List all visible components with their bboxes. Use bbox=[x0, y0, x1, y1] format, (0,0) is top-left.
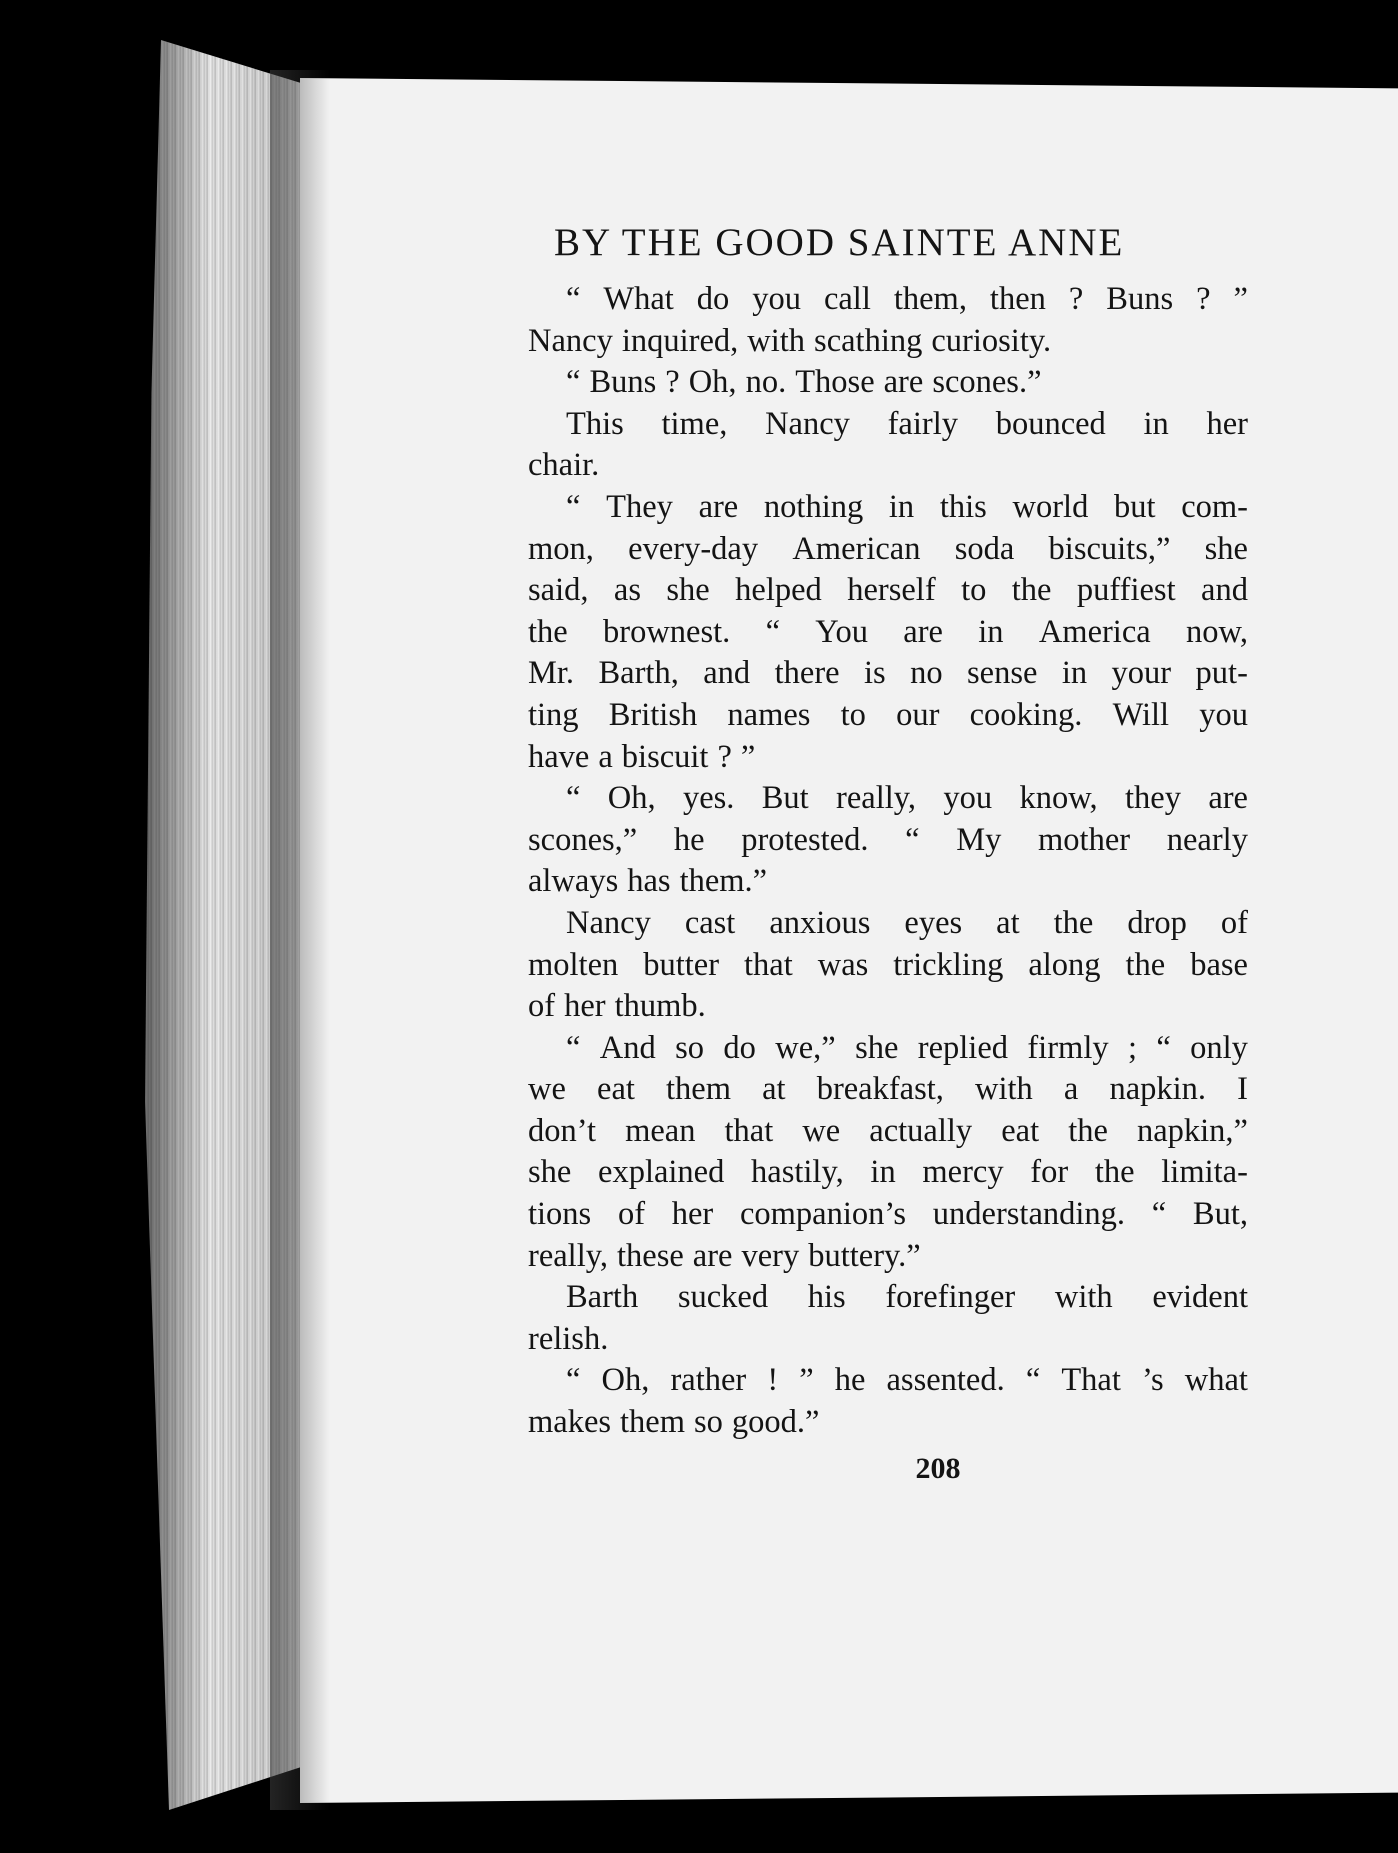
word: They bbox=[606, 488, 673, 525]
text-line bbox=[528, 612, 1248, 654]
word: at bbox=[996, 904, 1020, 941]
word: he bbox=[673, 821, 705, 858]
word: of bbox=[617, 1196, 646, 1233]
word: are bbox=[692, 1237, 733, 1274]
word: breakfast, bbox=[816, 1071, 944, 1108]
word: And bbox=[599, 1029, 656, 1066]
word: “ bbox=[566, 488, 581, 525]
word: we bbox=[528, 1071, 566, 1108]
text-line bbox=[528, 695, 1248, 737]
word: only bbox=[1190, 1029, 1248, 1066]
word: really, bbox=[836, 780, 917, 817]
word: our bbox=[896, 696, 940, 733]
word: said, bbox=[528, 572, 589, 609]
text-line bbox=[528, 362, 1248, 404]
word: trickling bbox=[893, 946, 1004, 983]
word: with bbox=[975, 1071, 1033, 1108]
word: are bbox=[883, 364, 924, 401]
word: napkin. bbox=[1109, 1071, 1207, 1108]
word: her bbox=[1206, 405, 1248, 442]
word: Barth, bbox=[598, 655, 679, 692]
word: her bbox=[671, 1196, 714, 1233]
word: “ bbox=[566, 1362, 581, 1399]
text-line bbox=[528, 1360, 1248, 1402]
word: “ bbox=[566, 281, 581, 317]
word: mean bbox=[625, 1112, 696, 1149]
gutter-shadow bbox=[270, 70, 330, 1810]
word: ” bbox=[1233, 281, 1248, 317]
word: Oh, bbox=[601, 1362, 650, 1399]
word: Nancy bbox=[566, 904, 651, 941]
word: inquired, bbox=[621, 322, 739, 359]
word: them, bbox=[893, 281, 967, 317]
word: for bbox=[1030, 1154, 1069, 1191]
word: sucked bbox=[677, 1279, 769, 1316]
word: makes bbox=[528, 1404, 612, 1441]
word: are bbox=[1208, 780, 1248, 817]
word: no. bbox=[745, 364, 787, 401]
word: very bbox=[741, 1237, 800, 1274]
word: Oh, bbox=[607, 780, 656, 817]
word: That bbox=[1061, 1362, 1121, 1399]
word: the bbox=[1053, 904, 1094, 941]
word: with bbox=[747, 322, 806, 359]
word: a bbox=[598, 738, 613, 775]
word: in bbox=[978, 613, 1004, 650]
text-line bbox=[528, 737, 1248, 779]
word: nearly bbox=[1166, 821, 1248, 858]
word: actually bbox=[869, 1112, 973, 1149]
word: put- bbox=[1195, 655, 1248, 692]
word: eyes bbox=[904, 904, 963, 941]
word: herself bbox=[847, 572, 936, 609]
word: drop bbox=[1127, 904, 1187, 941]
word: we,” bbox=[775, 1029, 836, 1066]
running-head: BY THE GOOD SAINTE ANNE bbox=[554, 221, 1125, 264]
word: But, bbox=[1192, 1196, 1248, 1233]
word: eat bbox=[597, 1071, 635, 1108]
word: them.” bbox=[679, 863, 768, 900]
word: base bbox=[1190, 946, 1248, 983]
word: curiosity. bbox=[931, 322, 1052, 359]
word: she bbox=[855, 1029, 899, 1066]
word: is bbox=[863, 655, 886, 692]
word: so bbox=[675, 1029, 705, 1066]
word: “ bbox=[566, 1029, 581, 1066]
word: scones,” bbox=[528, 821, 638, 858]
word: buttery.” bbox=[808, 1237, 921, 1274]
word: along bbox=[1028, 946, 1101, 983]
word: no bbox=[910, 655, 943, 692]
word: ! bbox=[767, 1362, 779, 1399]
text-line bbox=[528, 487, 1248, 529]
word: don’t bbox=[528, 1112, 597, 1149]
word: com- bbox=[1181, 488, 1248, 525]
word: “ bbox=[1025, 1362, 1041, 1399]
word: that bbox=[744, 946, 793, 983]
word: British bbox=[608, 696, 698, 733]
word: cooking. bbox=[969, 696, 1083, 733]
word: you bbox=[943, 780, 993, 817]
word: he bbox=[834, 1362, 866, 1399]
word: the bbox=[1094, 1154, 1135, 1191]
word: call bbox=[823, 281, 871, 317]
word: her bbox=[564, 988, 606, 1025]
text-line bbox=[528, 1277, 1248, 1319]
word: “ bbox=[1151, 1196, 1167, 1233]
word: she bbox=[666, 572, 710, 609]
word: but bbox=[1114, 488, 1156, 525]
word: mercy bbox=[922, 1154, 1004, 1191]
text-line bbox=[528, 1069, 1248, 1111]
word: time, bbox=[661, 405, 728, 442]
text-line bbox=[528, 820, 1248, 862]
word: ting bbox=[528, 696, 579, 733]
word: evident bbox=[1152, 1279, 1248, 1316]
text-line bbox=[528, 778, 1248, 820]
word: tions bbox=[528, 1196, 592, 1233]
word: Nancy bbox=[765, 405, 850, 442]
word: of bbox=[1220, 904, 1248, 941]
body-text bbox=[528, 279, 1248, 1444]
word: assented. bbox=[886, 1362, 1005, 1399]
text-line bbox=[528, 1111, 1248, 1153]
word: in bbox=[1061, 655, 1088, 692]
word: ’s bbox=[1141, 1362, 1164, 1399]
word: American bbox=[792, 530, 921, 567]
word: sense bbox=[967, 655, 1038, 692]
word: nothing bbox=[763, 488, 864, 525]
word: have bbox=[528, 738, 590, 775]
text-line bbox=[528, 279, 1248, 321]
text-line bbox=[528, 1402, 1248, 1444]
word: a bbox=[1063, 1071, 1079, 1108]
word: really, bbox=[528, 1237, 608, 1274]
word: your bbox=[1111, 655, 1172, 692]
word: now, bbox=[1185, 613, 1248, 650]
word: limita- bbox=[1161, 1154, 1248, 1191]
word: mother bbox=[1038, 821, 1131, 858]
word: the bbox=[1125, 946, 1166, 983]
word: the bbox=[1068, 1112, 1108, 1149]
word: in bbox=[888, 488, 915, 525]
word: of bbox=[528, 988, 556, 1025]
word: biscuit bbox=[621, 738, 709, 775]
word: in bbox=[870, 1154, 896, 1191]
text-line bbox=[528, 1028, 1248, 1070]
word: butter bbox=[643, 946, 720, 983]
word: companion’s bbox=[739, 1196, 907, 1233]
word: and bbox=[1201, 572, 1248, 609]
word: yes. bbox=[682, 780, 735, 817]
word: My bbox=[956, 821, 1002, 858]
text-line bbox=[528, 1152, 1248, 1194]
word: there bbox=[774, 655, 840, 692]
word: Mr. bbox=[528, 655, 575, 692]
text-line bbox=[528, 404, 1248, 446]
word: that bbox=[724, 1112, 774, 1149]
text-line bbox=[528, 1236, 1248, 1278]
word: This bbox=[566, 405, 624, 442]
word: anxious bbox=[769, 904, 871, 941]
page-text-block bbox=[528, 220, 1248, 1486]
word: always bbox=[528, 863, 619, 900]
word: ” bbox=[740, 738, 756, 775]
word: Will bbox=[1112, 696, 1170, 733]
text-line bbox=[528, 321, 1248, 363]
text-line bbox=[528, 986, 1248, 1028]
word: these bbox=[617, 1237, 684, 1274]
word: to bbox=[840, 696, 866, 733]
word: “ bbox=[566, 780, 581, 817]
word: Buns bbox=[589, 364, 657, 401]
word: do bbox=[696, 281, 730, 317]
word: ? bbox=[665, 364, 680, 401]
word: and bbox=[703, 655, 751, 692]
word: cast bbox=[684, 904, 736, 941]
word: we bbox=[802, 1112, 841, 1149]
word: biscuits,” bbox=[1048, 530, 1171, 567]
word: bounced bbox=[995, 405, 1106, 442]
text-line bbox=[528, 445, 1248, 487]
word: protested. bbox=[741, 821, 869, 858]
word: ? bbox=[717, 738, 732, 775]
text-line bbox=[528, 945, 1248, 987]
word: in bbox=[1143, 405, 1169, 442]
word: helped bbox=[735, 572, 822, 609]
word: “ bbox=[905, 821, 920, 858]
word: “ bbox=[1156, 1029, 1171, 1066]
word: brownest. bbox=[603, 613, 731, 650]
word: America bbox=[1038, 613, 1151, 650]
word: she bbox=[528, 1154, 572, 1191]
word: “ bbox=[566, 364, 581, 401]
word: “ bbox=[765, 613, 780, 650]
word: every-day bbox=[628, 530, 759, 567]
word: understanding. bbox=[932, 1196, 1126, 1233]
word: to bbox=[961, 572, 987, 609]
word: has bbox=[627, 863, 671, 900]
word: soda bbox=[954, 530, 1015, 567]
word: Buns bbox=[1106, 281, 1174, 317]
word: rather bbox=[670, 1362, 747, 1399]
word: What bbox=[603, 281, 674, 317]
word: chair. bbox=[528, 447, 600, 484]
word: with bbox=[1054, 1279, 1113, 1316]
word: you bbox=[1199, 696, 1248, 733]
word: the bbox=[1011, 572, 1052, 609]
word: you bbox=[752, 281, 801, 317]
word: firmly bbox=[1027, 1029, 1109, 1066]
word: them bbox=[666, 1071, 731, 1108]
word: forefinger bbox=[885, 1279, 1016, 1316]
text-line bbox=[528, 570, 1248, 612]
text-line bbox=[528, 861, 1248, 903]
word: so bbox=[694, 1404, 723, 1441]
word: relish. bbox=[528, 1320, 609, 1357]
word: they bbox=[1125, 780, 1181, 817]
word: You bbox=[815, 613, 868, 650]
word: good.” bbox=[731, 1404, 820, 1441]
word: what bbox=[1184, 1362, 1248, 1399]
word: hastily, bbox=[751, 1154, 844, 1191]
text-line bbox=[528, 529, 1248, 571]
word: puffiest bbox=[1076, 572, 1176, 609]
word: this bbox=[939, 488, 987, 525]
word: are bbox=[903, 613, 943, 650]
text-line bbox=[528, 903, 1248, 945]
word: thumb. bbox=[614, 988, 706, 1025]
word: Oh, bbox=[688, 364, 737, 401]
word: them bbox=[620, 1404, 686, 1441]
word: napkin,” bbox=[1136, 1112, 1248, 1149]
word: as bbox=[613, 572, 641, 609]
word: molten bbox=[528, 946, 619, 983]
text-line bbox=[528, 653, 1248, 695]
word: she bbox=[1204, 530, 1248, 567]
word: Nancy bbox=[528, 322, 613, 359]
word: scones.” bbox=[932, 364, 1042, 401]
word: But bbox=[761, 780, 809, 817]
word: explained bbox=[598, 1154, 725, 1191]
text-line bbox=[528, 1194, 1248, 1236]
word: was bbox=[817, 946, 869, 983]
word: ? bbox=[1196, 281, 1211, 317]
word: the bbox=[528, 613, 568, 650]
word: his bbox=[807, 1279, 846, 1316]
word: fairly bbox=[887, 405, 958, 442]
word: mon, bbox=[528, 530, 594, 567]
word: are bbox=[698, 488, 739, 525]
word: names bbox=[727, 696, 811, 733]
word: know, bbox=[1019, 780, 1098, 817]
text-line bbox=[528, 1319, 1248, 1361]
page-number: 208 bbox=[915, 1451, 961, 1485]
word: replied bbox=[917, 1029, 1008, 1066]
word: then bbox=[989, 281, 1046, 317]
word: eat bbox=[1001, 1112, 1040, 1149]
word: at bbox=[762, 1071, 786, 1108]
word: world bbox=[1012, 488, 1089, 525]
word: ” bbox=[799, 1362, 814, 1399]
word: Those bbox=[795, 364, 875, 401]
word: ; bbox=[1127, 1029, 1137, 1066]
word: do bbox=[723, 1029, 756, 1066]
word: I bbox=[1237, 1071, 1248, 1108]
word: scathing bbox=[814, 322, 923, 359]
word: ? bbox=[1068, 281, 1084, 317]
word: Barth bbox=[566, 1279, 639, 1316]
